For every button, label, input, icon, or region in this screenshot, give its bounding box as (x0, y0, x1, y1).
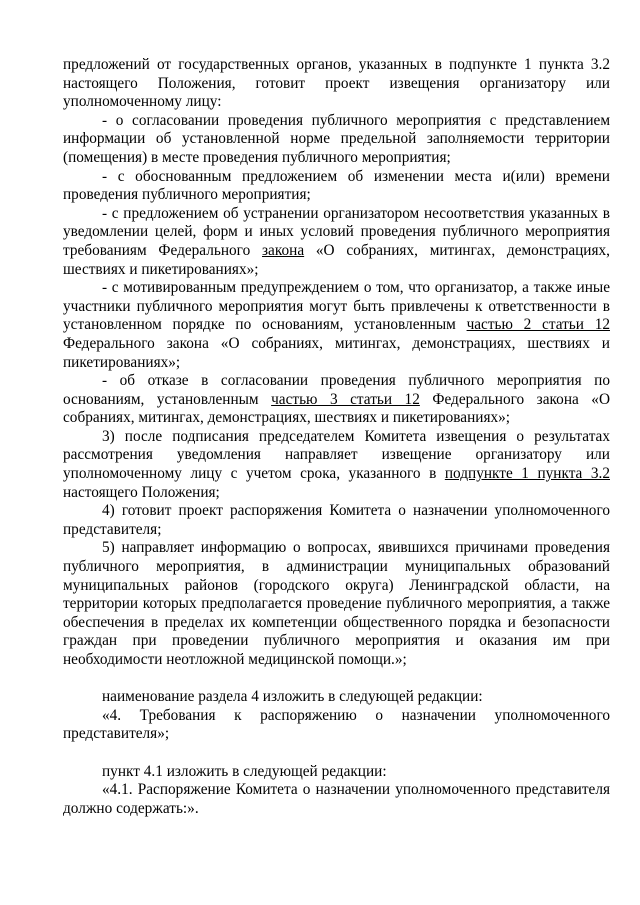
text-segment: Федерального закона «О собраниях, митингах, демонстрациях, шествиях и пикетированиях»; (63, 390, 610, 427)
paragraph-continuation: предложений от государственных органов, указанных в подпункте 1 пункта 3.2 настоящего Положения, готовит проект извещения организатору или уполномоченному лицу: (63, 56, 610, 111)
law-link[interactable]: закона (262, 241, 305, 259)
paragraph-section-4-title-instruction: наименование раздела 4 изложить в следующей редакции: (102, 688, 483, 706)
text-segment: 3) после подписания председателем Комитета извещения о результатах рассмотрения уведомления направляет извещение организатору или уполномоченному лицу с учетом срока, указанного в (63, 427, 610, 483)
paragraph-warning (63, 279, 610, 372)
paragraph-section-4-title: «4. Требования к распоряжению о назначении уполномоченного представителя»; (63, 706, 610, 743)
text-segment: - об отказе в согласовании проведения публичного мероприятия по основаниям, установленным (63, 372, 610, 408)
text-segment: - с предложением об устранении организатором несоответствия указанных в уведомлении целей, форм и иных условий проведения публичного мероприятия требованиям Федерального (63, 204, 610, 259)
paragraph-item-5: 5) направляет информацию о вопросах, явившихся причинами проведения публичного мероприятия, в администрации муниципальных образований муниципальных районов (городского округа) Ленинградской области, на территории которых предполагается проведение публичного мероприятия, а также обеспечения в пределах их компетенции общественного порядка и безопасности граждан при проведении публичного мероприятия и оказания им при необходимости неотложной медицинской помощи.»; (63, 539, 610, 668)
text-segment: настоящего Положения; (63, 483, 220, 501)
paragraph-item-4-1-instruction: пункт 4.1 изложить в следующей редакции: (102, 762, 387, 780)
text-segment: Федерального закона «О собраниях, митингах, демонстрациях, шествиях и пикетированиях»; (63, 334, 610, 371)
paragraph-item-4: 4) готовит проект распоряжения Комитета о назначении уполномоченного представителя; (63, 502, 610, 538)
spacer (63, 670, 610, 689)
paragraph-refusal (63, 372, 610, 428)
article-12-part-2-link[interactable]: частью 2 статьи 12 (466, 316, 610, 334)
paragraph-approval-notice: - о согласовании проведения публичного мероприятия с представлением информации об установленной норме предельной заполняемости территории (помещения) в месте проведения публичного мероприятия; (63, 111, 610, 166)
text-segment: - с мотивированным предупреждением о том, что организатор, а также иные участники публичного мероприятия могут быть привлечены к ответственности в установленном порядке по основаниям, установленным (63, 279, 610, 334)
text-segment: «О собраниях, митингах, демонстрациях, шествиях и пикетированиях»; (63, 241, 610, 278)
paragraph-item-4-1: «4.1. Распоряжение Комитета о назначении уполномоченного представителя должно содержать:». (63, 781, 610, 817)
paragraph-change-place-time: - с обоснованным предложением об изменении места и(или) времени проведения публичного мероприятия; (63, 167, 610, 204)
paragraph-item-3 (63, 428, 610, 502)
subitem-1-item-3-2-link[interactable]: подпункте 1 пункта 3.2 (444, 465, 610, 483)
article-12-part-3-link[interactable]: частью 3 статьи 12 (271, 390, 420, 408)
paragraph-eliminate-nonconformity (63, 205, 610, 279)
spacer (63, 744, 610, 763)
